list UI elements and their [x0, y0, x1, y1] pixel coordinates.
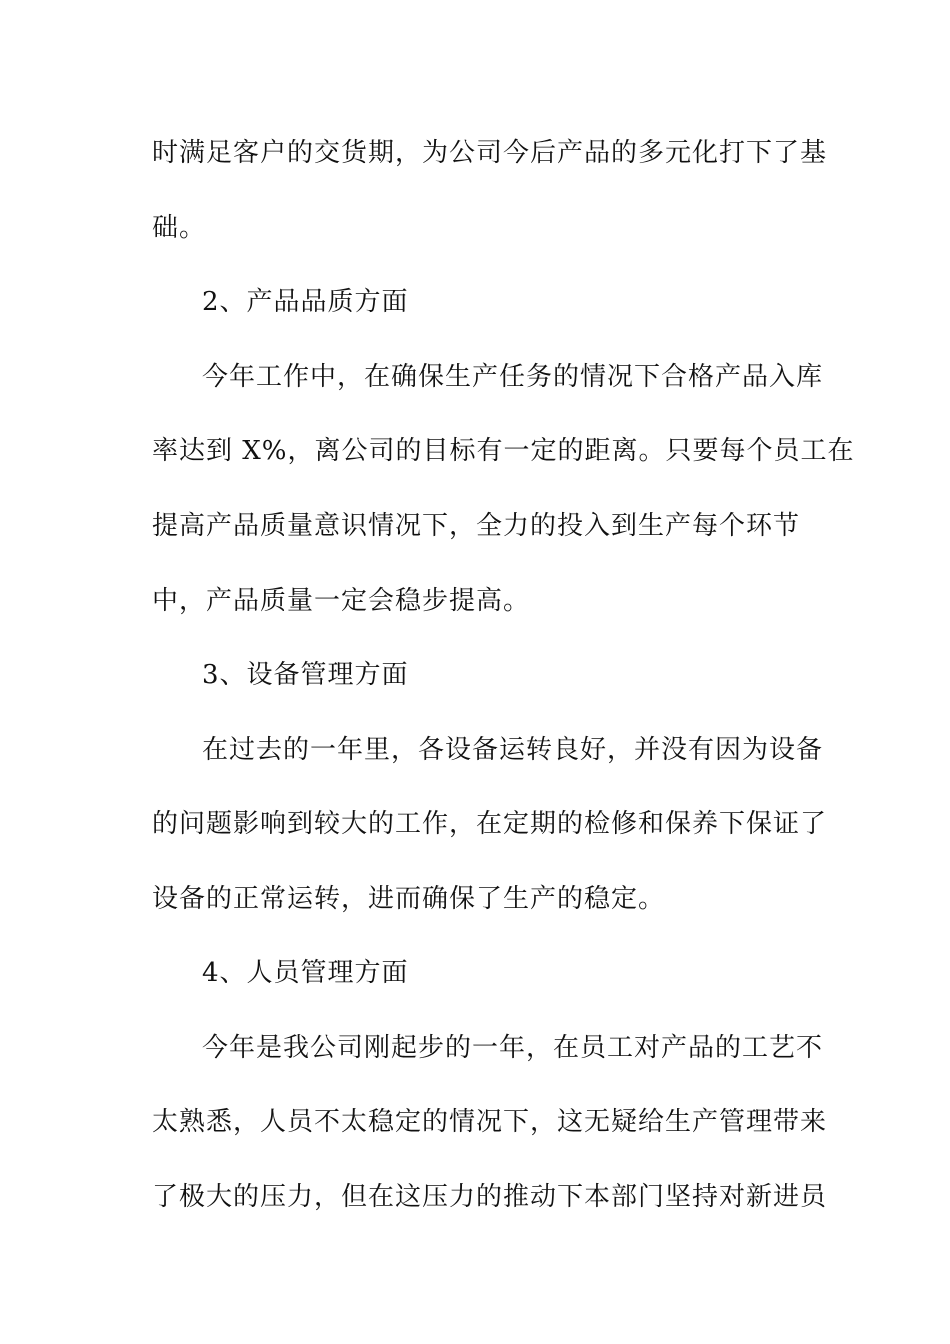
- body-text-line: 率达到 X%，离公司的目标有一定的距离。只要每个员工在: [152, 436, 855, 466]
- body-text-line: 设备的正常运转，进而确保了生产的稳定。: [152, 884, 666, 914]
- section-heading: 4、人员管理方面: [202, 958, 409, 988]
- body-text-line: 提高产品质量意识情况下，全力的投入到生产每个环节: [152, 511, 801, 541]
- section-heading: 3、设备管理方面: [202, 660, 409, 690]
- body-text-line: 太熟悉，人员不太稳定的情况下，这无疑给生产管理带来: [152, 1107, 828, 1137]
- body-text-line: 时满足客户的交货期，为公司今后产品的多元化打下了基: [152, 138, 828, 168]
- paragraph-first-line: 在过去的一年里，各设备运转良好，并没有因为设备: [202, 735, 824, 765]
- paragraph-first-line: 今年是我公司刚起步的一年，在员工对产品的工艺不: [202, 1033, 824, 1063]
- section-heading: 2、产品品质方面: [202, 287, 409, 317]
- body-text-line: 中，产品质量一定会稳步提高。: [152, 586, 531, 616]
- body-text-line: 础。: [152, 213, 207, 243]
- paragraph-first-line: 今年工作中，在确保生产任务的情况下合格产品入库: [202, 362, 824, 392]
- body-text-line: 的问题影响到较大的工作，在定期的检修和保养下保证了: [152, 809, 828, 839]
- body-text-line: 了极大的压力，但在这压力的推动下本部门坚持对新进员: [152, 1182, 828, 1212]
